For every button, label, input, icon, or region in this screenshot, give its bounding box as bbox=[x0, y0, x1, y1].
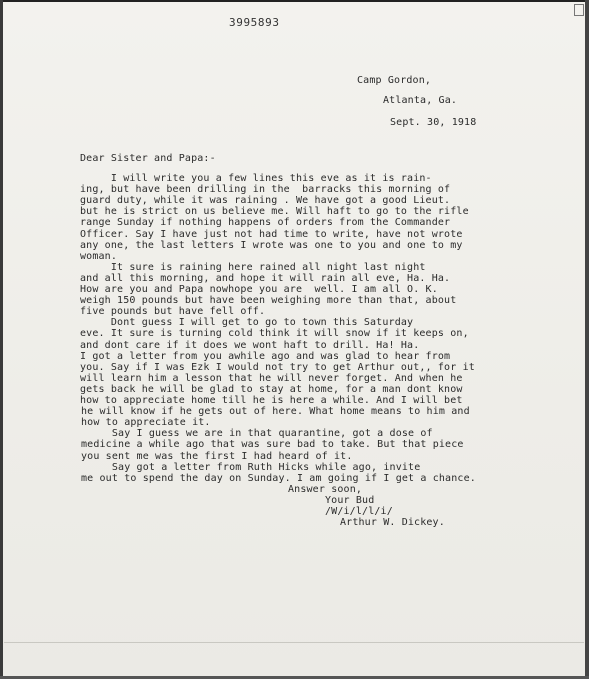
body-line: range Sunday if nothing happens of orders from the Commander bbox=[80, 217, 451, 228]
body-line: me out to spend the day on Sunday. I am going if I get a chance. bbox=[81, 473, 476, 484]
body-line: will learn him a lesson that he will never forget. And when he bbox=[80, 373, 463, 384]
body-line: medicine a while ago that was sure bad to take. But that piece bbox=[81, 439, 464, 450]
body-line: woman. bbox=[80, 251, 118, 262]
body-line: you. Say if I was Ezk I would not try to get Arthur out,, for it bbox=[80, 362, 475, 373]
body-line: eve. It sure is turning cold think it will snow if it keeps on, bbox=[80, 328, 469, 339]
body-line: how to appreciate home till he is here a while. And I will bet bbox=[80, 395, 463, 406]
closing-answer-soon: Answer soon, bbox=[288, 484, 363, 495]
body-line: guard duty, while it was raining . We have got a good Lieut. bbox=[80, 195, 451, 206]
body-line: gets back he will be glad to stay at home, for a man dont know bbox=[80, 384, 463, 395]
body-line: five pounds but have fell off. bbox=[80, 306, 266, 317]
signature: Arthur W. Dickey. bbox=[340, 517, 445, 528]
body-line: Say got a letter from Ruth Hicks while ago, invite bbox=[81, 462, 421, 473]
body-line: Dont guess I will get to go to town this Saturday bbox=[80, 317, 414, 328]
body-line: he will know if he gets out of here. What home means to him and bbox=[81, 406, 470, 417]
heading-date: Sept. 30, 1918 bbox=[390, 117, 477, 128]
body-line: How are you and Papa nowhope you are well. I am all O. K. bbox=[80, 284, 438, 295]
body-line: weigh 150 pounds but have been weighing more than that, about bbox=[80, 295, 457, 306]
body-line: ing, but have been drilling in the barracks this morning of bbox=[80, 184, 451, 195]
body-line: how to appreciate it. bbox=[81, 417, 211, 428]
heading-place: Camp Gordon, bbox=[357, 75, 432, 86]
salutation: Dear Sister and Papa:- bbox=[80, 153, 216, 164]
document-number: 3995893 bbox=[229, 16, 280, 29]
body-line: and dont care if it does we wont haft to drill. Ha! Ha. bbox=[80, 340, 420, 351]
body-line: any one, the last letters I wrote was one to you and one to my bbox=[80, 240, 463, 251]
body-line: I will write you a few lines this eve as it is rain- bbox=[80, 173, 432, 184]
scan-border-left bbox=[0, 0, 3, 679]
body-line: Say I guess we are in that quarantine, got a dose of bbox=[81, 428, 433, 439]
signature-overstrike: /W/i/l/l/i/ bbox=[325, 506, 393, 517]
paper-crease bbox=[4, 642, 584, 643]
body-line: It sure is raining here rained all night last night bbox=[80, 262, 426, 273]
body-line: and all this morning, and hope it will rain all eve, Ha. Ha. bbox=[80, 273, 451, 284]
scan-border-right bbox=[585, 0, 589, 679]
body-line: but he is strict on us believe me. Will haft to go to the rifle bbox=[80, 206, 469, 217]
body-line: I got a letter from you awhile ago and was glad to hear from bbox=[80, 351, 451, 362]
body-line: Officer. Say I have just not had time to write, have not wrote bbox=[80, 229, 463, 240]
heading-city: Atlanta, Ga. bbox=[383, 95, 458, 106]
scan-border-top bbox=[0, 0, 589, 2]
body-line: you sent me was the first I had heard of it. bbox=[81, 451, 353, 462]
closing-your-bud: Your Bud bbox=[325, 495, 375, 506]
scan-corner-mark bbox=[574, 4, 584, 16]
